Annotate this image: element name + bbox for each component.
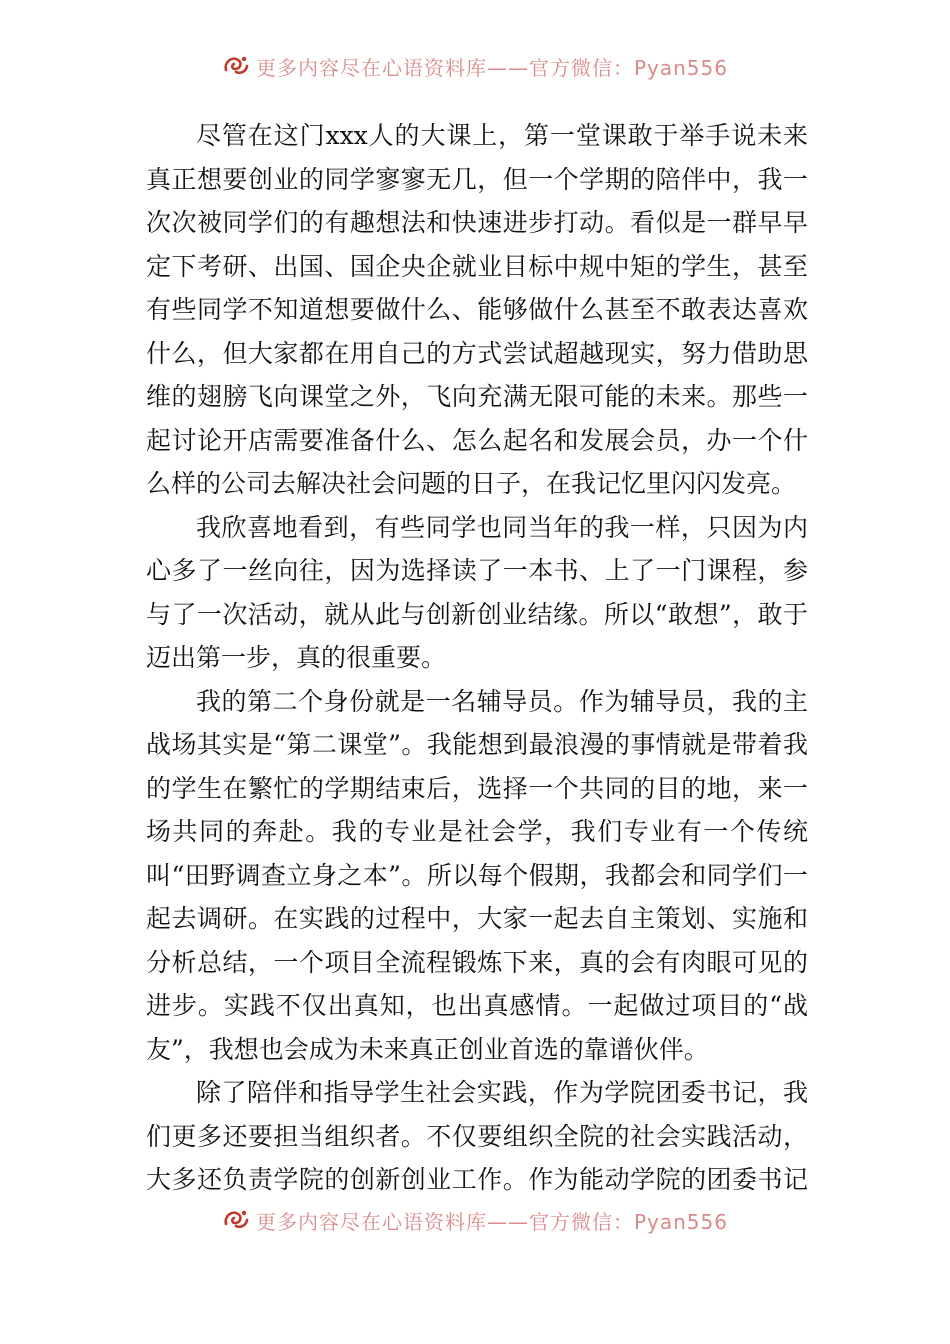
paragraph-1: 尽管在这门xxx人的大课上，第一堂课敢于举手说未来真正想要创业的同学寥寥无几，但一个学期的陪伴中，我一次次被同学们的有趣想法和快速进步打动。看似是一群早早定下考研、出国、国企央企就业目标中规中矩的学生，甚至有些同学不知道想要做什么、能够做什么甚至不敢表达喜欢什么，但大家都在用自己的方式尝试超越现实，努力借助思维的翅膀飞向课堂之外，飞向充满无限可能的未来。那些一起讨论开店需要准备什么、怎么起名和发展会员，办一个什么样的公司去解决社会问题的日子，在我记忆里闪闪发亮。 [146,121,808,498]
footer-watermark [0,1206,950,1240]
header-watermark [0,52,950,86]
watermark-text: 更多内容尽在心语资料库——官方微信：Pyan556 [255,1209,728,1234]
watermark-logo-icon [222,1206,250,1234]
paragraph-2: 我欣喜地看到，有些同学也同当年的我一样，只因为内心多了一丝向往，因为选择读了一本书、上了一门课程，参与了一次活动，就从此与创新创业结缘。所以“敢想”，敢于迈出第一步，真的很重要。 [146,512,808,672]
document-body [146,114,808,1202]
paragraph-3: 我的第二个身份就是一名辅导员。作为辅导员，我的主战场其实是“第二课堂”。我能想到最浪漫的事情就是带着我的学生在繁忙的学期结束后，选择一个共同的目的地，来一场共同的奔赴。我的专业是社会学，我们专业有一个传统叫“田野调查立身之本”。所以每个假期，我都会和同学们一起去调研。在实践的过程中，大家一起去自主策划、实施和分析总结，一个项目全流程锻炼下来，真的会有肉眼可见的进步。实践不仅出真知，也出真感情。一起做过项目的“战友”，我想也会成为未来真正创业首选的靠谱伙伴。 [146,686,808,1064]
watermark-logo-icon [222,52,250,80]
paragraph-4: 除了陪伴和指导学生社会实践，作为学院团委书记，我们更多还要担当组织者。不仅要组织全院的社会实践活动，大多还负责学院的创新创业工作。作为能动学院的团委书记 [146,1078,808,1194]
watermark-text: 更多内容尽在心语资料库——官方微信：Pyan556 [255,55,728,80]
